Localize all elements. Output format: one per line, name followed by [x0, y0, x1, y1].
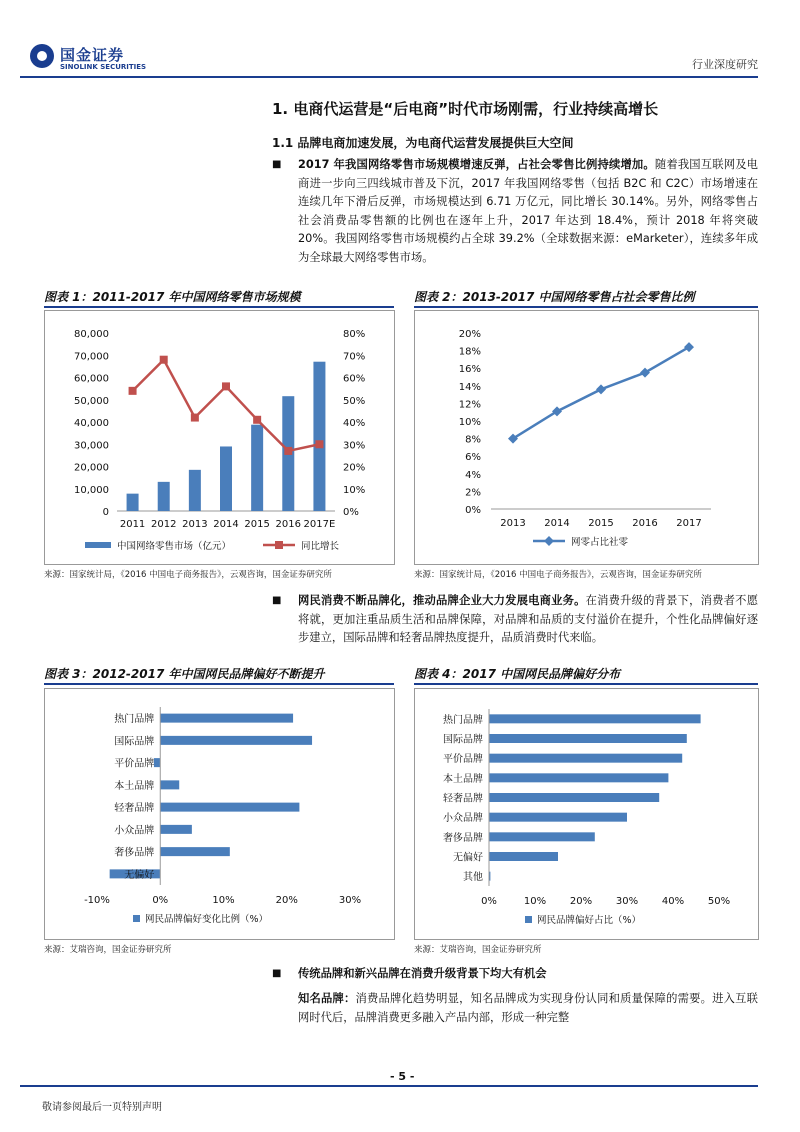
y-tick-label: 14% [458, 381, 481, 393]
y-left-tick-label: 70,000 [74, 351, 109, 363]
y-right-tick-label: 10% [343, 484, 366, 496]
page-number: - 5 - [390, 1070, 415, 1083]
x-tick-label: 0% [481, 896, 497, 907]
paragraph-4-lead: 知名品牌： [298, 992, 356, 1005]
y-tick-label: 0% [465, 505, 481, 516]
y-tick-label: 2% [465, 487, 481, 499]
growth-point [253, 416, 261, 424]
bar [489, 852, 558, 861]
growth-point [315, 440, 323, 448]
x-tick-label: 30% [338, 895, 362, 906]
bar [489, 734, 687, 743]
fig1-title-rule [44, 306, 394, 308]
y-right-tick-label: 70% [343, 351, 366, 363]
bar [251, 425, 263, 511]
fig4-source: 来源：艾瑞咨询，国金证券研究所 [414, 945, 542, 955]
fig2-title-rule [414, 306, 758, 308]
bar [158, 482, 170, 511]
y-left-tick-label: 10,000 [74, 484, 109, 496]
x-tick-label: -10% [84, 895, 110, 906]
y-tick-label: 16% [458, 364, 481, 376]
paragraph-1-lead: 2017 年我国网络零售市场规模增速反弹，占社会零售比例持续增加。 [298, 158, 655, 171]
legend-line-label: 同比增长 [301, 541, 340, 552]
growth-point [222, 382, 230, 390]
category-label: 本土品牌 [443, 773, 483, 785]
bar [160, 736, 312, 745]
x-tick-label: 2017 [676, 518, 702, 529]
category-label: 热门品牌 [114, 714, 155, 726]
fig3-source: 来源：艾瑞咨询，国金证券研究所 [44, 945, 172, 955]
growth-point [191, 414, 199, 422]
y-right-tick-label: 20% [343, 462, 366, 474]
fig2-chart-frame [414, 310, 759, 565]
x-tick-label: 2013 [500, 518, 526, 529]
legend-swatch [133, 915, 140, 922]
paragraph-3 [298, 965, 758, 984]
bar [489, 813, 627, 822]
share-point [640, 368, 650, 378]
fig2-chart [415, 311, 758, 564]
x-tick-label: 10% [523, 896, 547, 907]
paragraph-1 [298, 156, 758, 267]
category-label: 小众品牌 [114, 825, 155, 837]
bar [220, 446, 232, 511]
bar [160, 803, 299, 812]
growth-point [129, 387, 137, 395]
paragraph-2 [298, 592, 758, 648]
fig1-chart [45, 311, 394, 564]
fig1-title: 图表 1：2011-2017 年中国网络零售市场规模 [44, 290, 301, 304]
legend-bar-swatch [85, 542, 111, 548]
category-label: 奢侈品牌 [443, 832, 483, 844]
category-label: 平价品牌 [114, 758, 155, 770]
x-tick-label: 40% [661, 896, 685, 907]
bar [127, 494, 139, 511]
y-tick-label: 18% [458, 346, 481, 358]
fig4-chart [415, 689, 758, 939]
y-right-tick-label: 50% [343, 395, 366, 407]
bullet-icon: ■ [272, 595, 282, 606]
share-point [596, 384, 606, 394]
section-heading: 1. 电商代运营是“后电商”时代市场刚需，行业持续高增长 [272, 100, 659, 118]
bar [489, 714, 701, 723]
logo-subtext: SINOLINK SECURITIES [60, 63, 147, 71]
category-label: 国际品牌 [114, 736, 155, 748]
y-right-tick-label: 0% [343, 507, 359, 518]
legend-bar-label: 中国网络零售市场（亿元） [117, 541, 232, 552]
category-label: 小众品牌 [443, 813, 483, 825]
y-left-tick-label: 50,000 [74, 395, 109, 407]
report-type: 行业深度研究 [692, 58, 758, 71]
paragraph-2-lead: 网民消费不断品牌化，推动品牌企业大力发展电商业务。 [298, 594, 586, 607]
legend-swatch [525, 916, 532, 923]
bullet-icon: ■ [272, 159, 282, 170]
share-point [684, 342, 694, 352]
fig3-title-rule [44, 683, 394, 685]
growth-point [284, 447, 292, 455]
bar [160, 780, 179, 789]
bar [489, 773, 668, 782]
logo-icon [30, 44, 54, 68]
fig1-chart-frame [44, 310, 395, 565]
y-right-tick-label: 60% [343, 373, 366, 385]
x-tick-label: 2017E [303, 519, 336, 530]
category-label: 轻奢品牌 [114, 803, 155, 815]
x-tick-label: 2015 [244, 519, 270, 530]
fig3-chart [45, 689, 394, 939]
header-divider [20, 76, 758, 78]
legend-line-marker [275, 541, 283, 549]
y-tick-label: 8% [465, 434, 481, 446]
x-tick-label: 20% [275, 895, 298, 906]
y-tick-label: 10% [458, 417, 481, 428]
category-label: 其他 [463, 872, 483, 884]
category-label: 无偏好 [453, 852, 483, 864]
y-left-tick-label: 30,000 [74, 440, 109, 452]
category-label: 奢侈品牌 [114, 847, 155, 859]
legend-label: 网民品牌偏好占比（%） [537, 915, 642, 926]
y-tick-label: 6% [465, 452, 481, 464]
bar [489, 832, 595, 841]
x-tick-label: 2016 [632, 518, 658, 529]
x-tick-label: 10% [212, 895, 235, 906]
y-left-tick-label: 20,000 [74, 462, 109, 474]
bar [154, 758, 160, 767]
legend-line-marker [544, 536, 554, 546]
paragraph-2-body: 在消费升级的背景下，消费者不愿将就，更加注重品质生活和品牌保障，对品牌和品质的支付溢价在提升，个性化品牌偏好逐步建立，国际品牌和轻奢品牌热度提升，品质消费时代来临。 [298, 594, 758, 644]
bar [489, 793, 659, 802]
bar [313, 362, 325, 511]
x-tick-label: 30% [615, 896, 639, 907]
x-tick-label: 2014 [213, 519, 239, 530]
category-label: 热门品牌 [443, 714, 483, 726]
logo-text: 国金证券 [60, 46, 125, 64]
bar [189, 470, 201, 511]
fig4-title-rule [414, 683, 758, 685]
fig3-chart-frame [44, 688, 395, 940]
y-right-tick-label: 30% [343, 440, 366, 452]
paragraph-1-body: 随着我国互联网及电商进一步向三四线城市普及下沉，2017 年我国网络零售（包括 B2C 和 C2C）市场增速在连续几年下滑后反弹，市场规模达到 6.71 万亿元，同比增长 30.14%。另外，网络零售占社会消费品零售额的比例也在逐年上升，2017 年达到 18.4%，预计 2018 年将突破 20%。我国网络零售市场规模约占全球 39.2%（全球数据来源：eMarketer），连续多年成为全球最大网络零售市场。 [298, 158, 758, 264]
category-label: 本土品牌 [114, 780, 155, 792]
category-label: 平价品牌 [443, 754, 483, 766]
y-right-tick-label: 80% [343, 329, 366, 340]
category-label: 国际品牌 [443, 734, 483, 746]
fig4-title: 图表 4：2017 中国网民品牌偏好分布 [414, 667, 621, 681]
x-tick-label: 20% [569, 896, 593, 907]
y-tick-label: 12% [458, 399, 481, 411]
growth-point [160, 356, 168, 364]
y-left-tick-label: 0 [102, 507, 109, 518]
x-tick-label: 2014 [544, 518, 570, 529]
y-left-tick-label: 80,000 [74, 329, 109, 340]
x-tick-label: 2015 [588, 518, 614, 529]
fig2-title: 图表 2：2013-2017 中国网络零售占社会零售比例 [414, 290, 695, 304]
category-label: 轻奢品牌 [443, 793, 483, 805]
bar [160, 847, 230, 856]
category-label: 无偏好 [124, 869, 155, 881]
bar [160, 714, 293, 723]
fig4-chart-frame [414, 688, 759, 940]
fig1-source: 来源：国家统计局，《2016 中国电子商务报告》，云观咨询，国金证券研究所 [44, 570, 332, 580]
paragraph-4 [298, 990, 758, 1027]
paragraph-3-lead: 传统品牌和新兴品牌在消费升级背景下均大有机会 [298, 967, 547, 980]
bar [160, 825, 192, 834]
y-tick-label: 20% [458, 329, 481, 340]
footer-disclaimer: 敬请参阅最后一页特别声明 [42, 1102, 162, 1113]
x-tick-label: 0% [152, 895, 169, 906]
legend-label: 网民品牌偏好变化比例（%） [145, 914, 269, 925]
x-tick-label: 2011 [119, 519, 146, 530]
fig2-source: 来源：国家统计局，《2016 中国电子商务报告》，云观咨询，国金证券研究所 [414, 570, 702, 580]
fig3-title: 图表 3：2012-2017 年中国网民品牌偏好不断提升 [44, 667, 325, 681]
y-tick-label: 4% [465, 469, 481, 481]
x-tick-label: 2013 [182, 519, 208, 530]
x-tick-label: 50% [707, 896, 731, 907]
x-tick-label: 2012 [150, 519, 177, 530]
y-left-tick-label: 60,000 [74, 373, 109, 385]
legend-label: 网零占比社零 [571, 537, 629, 548]
bar [489, 754, 682, 763]
bullet-icon: ■ [272, 968, 282, 979]
y-left-tick-label: 40,000 [74, 418, 109, 429]
y-right-tick-label: 40% [343, 418, 366, 429]
x-tick-label: 2016 [275, 519, 302, 530]
subsection-heading: 1.1 品牌电商加速发展，为电商代运营发展提供巨大空间 [272, 136, 574, 150]
paragraph-4-body: 消费品牌化趋势明显，知名品牌成为实现身份认同和质量保障的需要。进入互联网时代后，品牌消费更多融入产品内部，形成一种完整 [298, 992, 758, 1024]
footer-divider [20, 1085, 758, 1087]
